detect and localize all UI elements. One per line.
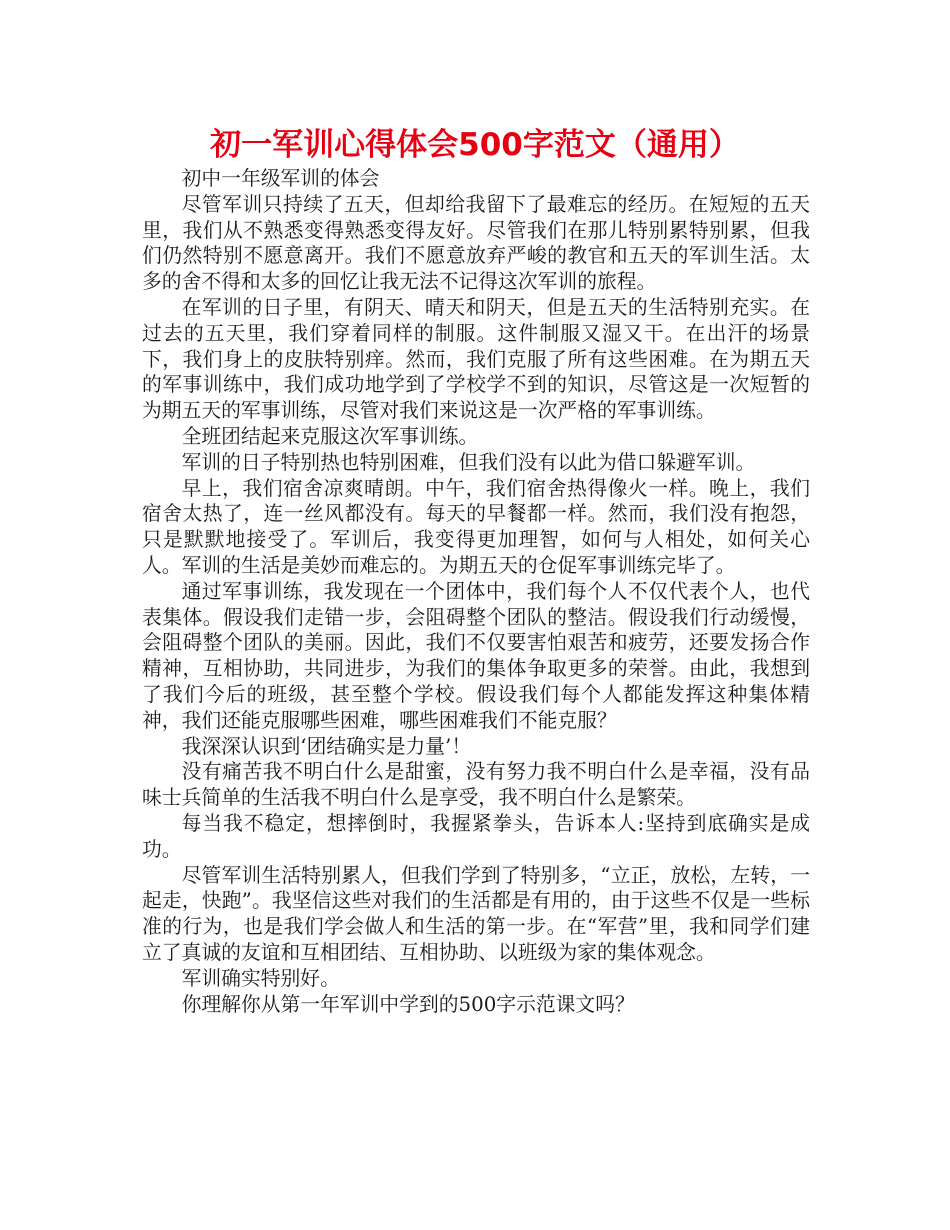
paragraph: 军训的日子特别热也特别困难，但我们没有以此为借口躲避军训。 bbox=[181, 450, 756, 474]
document-body bbox=[142, 166, 810, 1017]
paragraph: 没有痛苦我不明白什么是甜蜜，没有努力我不明白什么是幸福，没有品味士兵简单的生活我不明白什么是享受，我不明白什么是繁荣。 bbox=[142, 760, 810, 810]
paragraph: 尽管军训生活特别累人，但我们学到了特别多，“立正，放松，左转，一起走，快跑”。我坚信这些对我们的生活都是有用的，由于这些不仅是一些标准的行为，也是我们学会做人和生活的第一步。在“军营”里，我和同学们建立了真诚的友谊和互相团结、互相协助、以班级为家的集体观念。 bbox=[142, 863, 810, 964]
paragraph-subtitle: 初中一年级军训的体会 bbox=[181, 167, 380, 190]
paragraph: 尽管军训只持续了五天，但却给我留下了最难忘的经历。在短短的五天里，我们从不熟悉变得熟悉变得友好。尽管我们在那儿特别累特别累，但我们仍然特别不愿意离开。我们不愿意放弃严峻的教官和五天的军训生活。太多的舍不得和太多的回忆让我无法不记得这次军训的旅程。 bbox=[142, 192, 810, 294]
paragraph: 通过军事训练，我发现在一个团体中，我们每个人不仅代表个人，也代表集体。假设我们走错一步，会阻碍整个团队的整洁。假设我们行动缓慢，会阻碍整个团队的美丽。因此，我们不仅要害怕艰苦和疲劳，还要发扬合作精神，互相协助，共同进步，为我们的集体争取更多的荣誉。由此，我想到了我们今后的班级，甚至整个学校。假设我们每个人都能发挥这种集体精神，我们还能克服哪些困难，哪些困难我们不能克服？ bbox=[142, 579, 810, 732]
paragraph: 每当我不稳定，想摔倒时，我握紧拳头，告诉本人:坚持到底确实是成功。 bbox=[142, 811, 810, 861]
paragraph: 我深深认识到‘团结确实是力量’！ bbox=[181, 734, 472, 758]
paragraph: 军训确实特别好。 bbox=[181, 966, 340, 990]
paragraph: 全班团结起来克服这次军事训练。 bbox=[181, 424, 479, 448]
paragraph: 你理解你从第一年军训中学到的500字示范课文吗？ bbox=[181, 992, 635, 1016]
paragraph: 早上，我们宿舍凉爽晴朗。中午，我们宿舍热得像火一样。晚上，我们宿舍太热了，连一丝风都没有。每天的早餐都一样。然而，我们没有抱怨，只是默默地接受了。军训后，我变得更加理智，如何与人相处，如何关心人。军训的生活是美妙而难忘的。为期五天的仓促军事训练完毕了。 bbox=[142, 476, 810, 577]
document-title: 初一军训心得体会500字范文（通用） bbox=[210, 127, 740, 163]
paragraph: 在军训的日子里，有阴天、晴天和阴天，但是五天的生活特别充实。在过去的五天里，我们穿着同样的制服。这件制服又湿又干。在出汗的场景下，我们身上的皮肤特别痒。然而，我们克服了所有这些困难。在为期五天的军事训练中，我们成功地学到了学校学不到的知识，尽管这是一次短暂的为期五天的军事训练，尽管对我们来说这是一次严格的军事训练。 bbox=[142, 295, 810, 423]
